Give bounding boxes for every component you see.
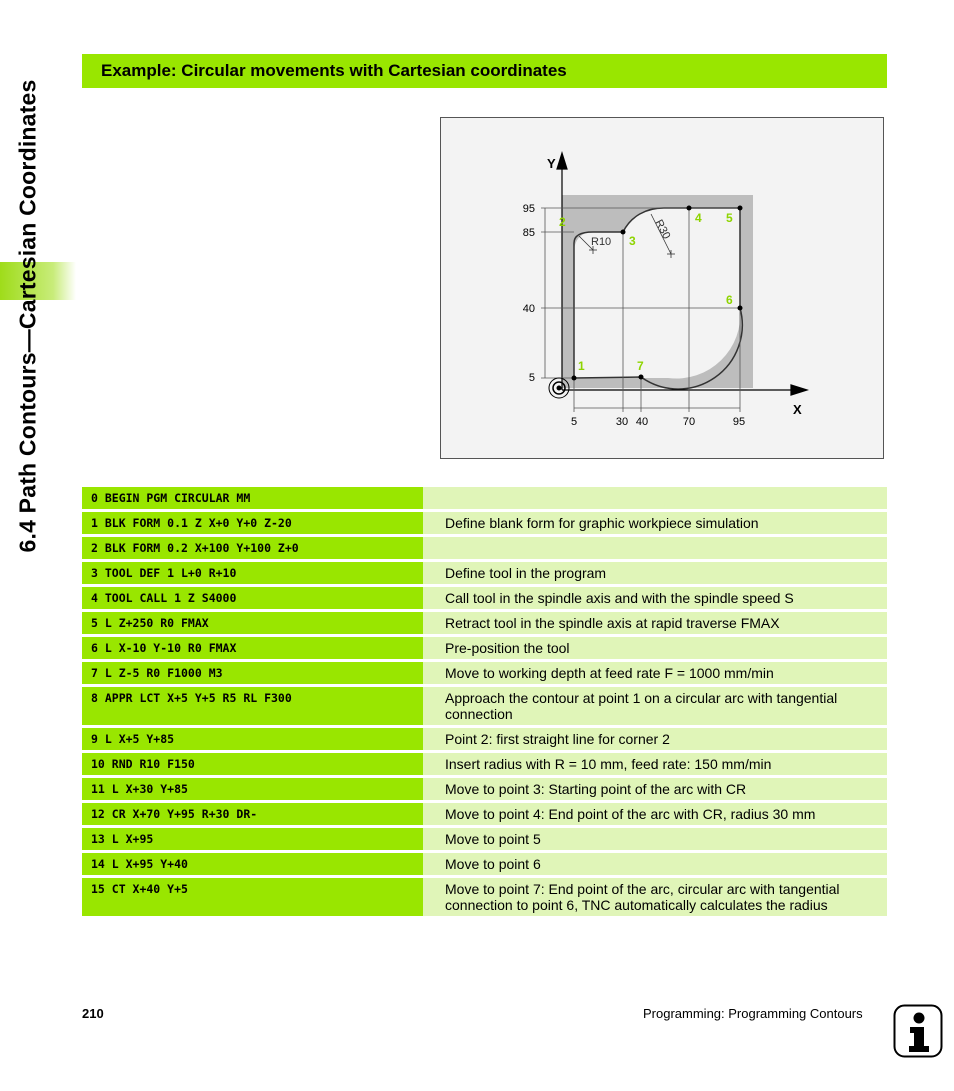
nc-code-cell: 10 RND R10 F150 — [82, 753, 423, 775]
program-row — [82, 537, 887, 559]
program-row — [82, 512, 887, 534]
section-title: Example: Circular movements with Cartesian coordinates — [101, 61, 567, 80]
program-row — [82, 562, 887, 584]
footer-section: Programming: Programming Contours — [643, 1006, 863, 1021]
description-cell: Move to point 3: Starting point of the arc with CR — [423, 778, 887, 800]
nc-code-cell: 7 L Z-5 R0 F1000 M3 — [82, 662, 423, 684]
description-cell: Point 2: first straight line for corner 2 — [423, 728, 887, 750]
point-label-5: 5 — [726, 211, 733, 225]
description-cell: Approach the contour at point 1 on a circular arc with tangential connection — [423, 687, 887, 725]
description-cell: Retract tool in the spindle axis at rapid traverse FMAX — [423, 612, 887, 634]
description-cell: Pre-position the tool — [423, 637, 887, 659]
contour-figure — [440, 117, 884, 459]
program-row — [82, 637, 887, 659]
program-row — [82, 828, 887, 850]
y-tick-40: 40 — [522, 303, 535, 315]
program-row — [82, 487, 887, 509]
program-row — [82, 803, 887, 825]
description-cell: Insert radius with R = 10 mm, feed rate: 150 mm/min — [423, 753, 887, 775]
nc-code-cell: 3 TOOL DEF 1 L+0 R+10 — [82, 562, 423, 584]
nc-code-cell: 6 L X-10 Y-10 R0 FMAX — [82, 637, 423, 659]
point-label-2: 2 — [559, 215, 566, 229]
chapter-side-title — [6, 36, 50, 596]
program-row — [82, 853, 887, 875]
axes — [557, 153, 807, 400]
nc-code-cell: 13 L X+95 — [82, 828, 423, 850]
program-row — [82, 778, 887, 800]
x-tick-40: 40 — [635, 416, 649, 428]
section-header — [82, 54, 887, 88]
x-axis-label: X — [793, 402, 802, 417]
nc-code-cell: 5 L Z+250 R0 FMAX — [82, 612, 423, 634]
x-tick-70: 70 — [682, 416, 696, 428]
point-label-6: 6 — [726, 293, 733, 307]
description-cell: Move to point 4: End point of the arc with CR, radius 30 mm — [423, 803, 887, 825]
nc-code-cell: 1 BLK FORM 0.1 Z X+0 Y+0 Z-20 — [82, 512, 423, 534]
nc-code-cell: 14 L X+95 Y+40 — [82, 853, 423, 875]
point-label-4: 4 — [695, 211, 702, 225]
nc-code-cell: 4 TOOL CALL 1 Z S4000 — [82, 587, 423, 609]
y-tick-95: 95 — [522, 203, 535, 215]
radius-label-r30: R30 — [652, 217, 673, 242]
description-cell: Move to point 5 — [423, 828, 887, 850]
x-tick-95: 95 — [732, 416, 746, 428]
radius-label-r10: R10 — [591, 236, 612, 248]
description-cell: Call tool in the spindle axis and with the spindle speed S — [423, 587, 887, 609]
program-row — [82, 753, 887, 775]
nc-code-cell: 8 APPR LCT X+5 Y+5 R5 RL F300 — [82, 687, 423, 725]
description-cell: Move to working depth at feed rate F = 1000 mm/min — [423, 662, 887, 684]
y-axis-label: Y — [547, 156, 556, 171]
point-label-1: 1 — [578, 359, 585, 373]
y-tick-85: 85 — [522, 227, 535, 239]
description-cell — [423, 487, 887, 509]
x-tick-30: 30 — [615, 416, 629, 428]
point-label-3: 3 — [629, 234, 636, 248]
program-row — [82, 662, 887, 684]
nc-code-cell: 12 CR X+70 Y+95 R+30 DR- — [82, 803, 423, 825]
chapter-title-text: 6.4 Path Contours—Cartesian Coordinates — [14, 79, 41, 553]
point-label-7: 7 — [637, 359, 644, 373]
nc-code-cell: 0 BEGIN PGM CIRCULAR MM — [82, 487, 423, 509]
y-tick-5: 5 — [528, 372, 535, 384]
contour-drawing — [441, 118, 883, 458]
nc-code-cell: 11 L X+30 Y+85 — [82, 778, 423, 800]
description-cell: Move to point 6 — [423, 853, 887, 875]
program-table — [82, 487, 887, 919]
x-tick-5: 5 — [570, 416, 578, 428]
program-row — [82, 587, 887, 609]
description-cell — [423, 537, 887, 559]
nc-code-cell: 9 L X+5 Y+85 — [82, 728, 423, 750]
description-cell: Move to point 7: End point of the arc, circular arc with tangential connection to point 6, TNC automatically calculates the radius — [423, 878, 887, 916]
program-row — [82, 878, 887, 916]
program-row — [82, 687, 887, 725]
page-number: 210 — [82, 1006, 104, 1021]
nc-code-cell: 15 CT X+40 Y+5 — [82, 878, 423, 916]
info-icon[interactable] — [893, 1004, 943, 1058]
program-row — [82, 728, 887, 750]
program-row — [82, 612, 887, 634]
description-cell: Define blank form for graphic workpiece simulation — [423, 512, 887, 534]
description-cell: Define tool in the program — [423, 562, 887, 584]
nc-code-cell: 2 BLK FORM 0.2 X+100 Y+100 Z+0 — [82, 537, 423, 559]
